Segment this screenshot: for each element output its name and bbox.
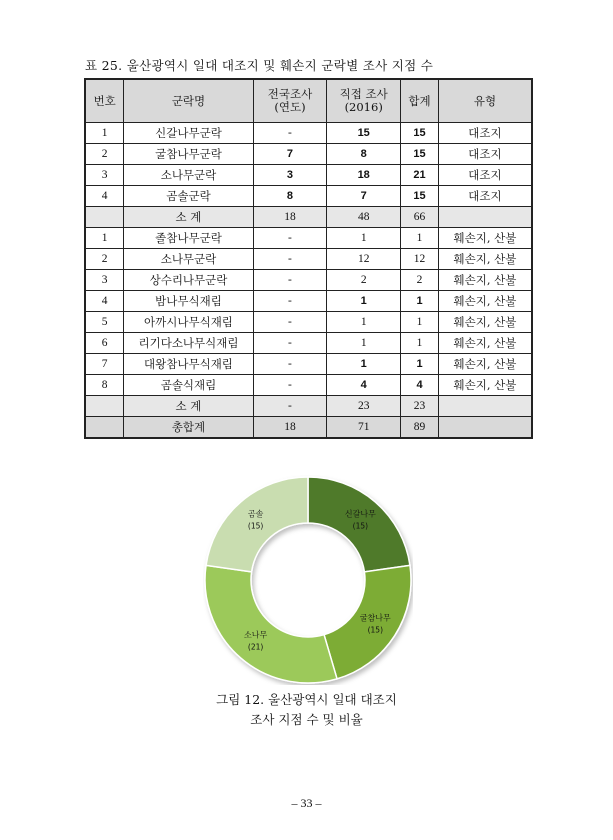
cell-sum: 1 xyxy=(401,312,439,333)
cell-no xyxy=(85,207,124,228)
total-row xyxy=(85,417,532,439)
cell-sum: 15 xyxy=(401,123,439,144)
cell-national: 7 xyxy=(253,144,327,165)
cell-national: - xyxy=(253,312,327,333)
cell-no xyxy=(85,417,124,439)
slice-value-label: (21) xyxy=(247,642,264,652)
cell-sum: 15 xyxy=(401,186,439,207)
cell-name: 총합계 xyxy=(124,417,253,439)
cell-direct: 1 xyxy=(327,354,401,375)
table-caption: 표 25. 울산광역시 일대 대조지 및 훼손지 군락별 조사 지점 수 xyxy=(85,58,434,73)
subtotal-row xyxy=(85,396,532,417)
header-direct-l2: (2016) xyxy=(344,100,383,114)
cell-no: 3 xyxy=(85,270,124,291)
cell-no: 4 xyxy=(85,186,124,207)
table-row xyxy=(85,312,532,333)
cell-no: 2 xyxy=(85,249,124,270)
cell-name: 굴참나무군락 xyxy=(124,144,253,165)
header-direct xyxy=(327,79,401,123)
cell-national: - xyxy=(253,396,327,417)
slice-label: 굴참나무 xyxy=(359,613,391,623)
cell-national: - xyxy=(253,375,327,396)
cell-type: 훼손지, 산불 xyxy=(438,270,532,291)
cell-sum: 89 xyxy=(401,417,439,439)
cell-name: 아까시나무식재림 xyxy=(124,312,253,333)
cell-no xyxy=(85,396,124,417)
cell-direct: 1 xyxy=(327,312,401,333)
table-row xyxy=(85,354,532,375)
cell-national: - xyxy=(253,333,327,354)
cell-national: - xyxy=(253,291,327,312)
slice-value-label: (15) xyxy=(367,625,384,635)
cell-name: 소나무군락 xyxy=(124,165,253,186)
cell-name: 곰솔식재림 xyxy=(124,375,253,396)
cell-type: 훼손지, 산불 xyxy=(438,375,532,396)
donut-chart-svg xyxy=(203,475,413,685)
cell-type: 훼손지, 산불 xyxy=(438,312,532,333)
cell-no: 1 xyxy=(85,123,124,144)
cell-no: 1 xyxy=(85,228,124,249)
cell-type: 훼손지, 산불 xyxy=(438,228,532,249)
header-direct-l1: 직접 조사 xyxy=(339,87,388,101)
cell-sum: 1 xyxy=(401,333,439,354)
table-row xyxy=(85,291,532,312)
donut-chart xyxy=(203,475,413,685)
slice-label: 신갈나무 xyxy=(344,509,376,519)
cell-name: 리기다소나무식재림 xyxy=(124,333,253,354)
cell-national: - xyxy=(253,123,327,144)
header-national-l1: 전국조사 xyxy=(267,87,313,101)
table-row xyxy=(85,249,532,270)
cell-no: 6 xyxy=(85,333,124,354)
cell-name: 졸참나무군락 xyxy=(124,228,253,249)
donut-slice xyxy=(205,565,337,683)
cell-name: 대왕참나무식재림 xyxy=(124,354,253,375)
cell-type xyxy=(438,207,532,228)
subtotal-row xyxy=(85,207,532,228)
cell-type: 대조지 xyxy=(438,123,532,144)
cell-type: 대조지 xyxy=(438,186,532,207)
header-national xyxy=(253,79,327,123)
cell-direct: 23 xyxy=(327,396,401,417)
header-sum: 합계 xyxy=(401,79,439,123)
cell-name: 신갈나무군락 xyxy=(124,123,253,144)
cell-direct: 12 xyxy=(327,249,401,270)
header-national-l2: (연도) xyxy=(274,100,306,114)
page-number: – 33 – xyxy=(291,796,322,810)
figure-caption-line1: 그림 12. 울산광역시 일대 대조지 xyxy=(216,692,397,707)
cell-no: 4 xyxy=(85,291,124,312)
slice-label: 곰솔 xyxy=(247,509,264,519)
cell-no: 3 xyxy=(85,165,124,186)
cell-type: 훼손지, 산불 xyxy=(438,249,532,270)
table-row xyxy=(85,123,532,144)
cell-national: - xyxy=(253,228,327,249)
table-row xyxy=(85,270,532,291)
cell-direct: 71 xyxy=(327,417,401,439)
cell-type: 대조지 xyxy=(438,144,532,165)
cell-direct: 1 xyxy=(327,228,401,249)
cell-direct: 48 xyxy=(327,207,401,228)
cell-no: 7 xyxy=(85,354,124,375)
cell-sum: 12 xyxy=(401,249,439,270)
cell-name: 소나무군락 xyxy=(124,249,253,270)
survey-table xyxy=(84,78,533,439)
cell-national: 8 xyxy=(253,186,327,207)
cell-type: 대조지 xyxy=(438,165,532,186)
cell-direct: 18 xyxy=(327,165,401,186)
cell-direct: 1 xyxy=(327,333,401,354)
cell-type xyxy=(438,417,532,439)
table-row xyxy=(85,165,532,186)
header-no: 번호 xyxy=(85,79,124,123)
cell-no: 2 xyxy=(85,144,124,165)
header-type: 유형 xyxy=(438,79,532,123)
cell-name: 곰솔군락 xyxy=(124,186,253,207)
cell-sum: 1 xyxy=(401,291,439,312)
cell-direct: 4 xyxy=(327,375,401,396)
cell-national: 18 xyxy=(253,207,327,228)
cell-sum: 66 xyxy=(401,207,439,228)
table-row xyxy=(85,186,532,207)
cell-national: - xyxy=(253,270,327,291)
slice-label: 소나무 xyxy=(244,630,268,640)
table-row xyxy=(85,144,532,165)
cell-direct: 7 xyxy=(327,186,401,207)
cell-sum: 4 xyxy=(401,375,439,396)
slice-value-label: (15) xyxy=(352,521,369,531)
cell-name: 상수리나무군락 xyxy=(124,270,253,291)
cell-type: 훼손지, 산불 xyxy=(438,333,532,354)
figure-caption-line2: 조사 지점 수 및 비율 xyxy=(250,712,363,727)
cell-national: - xyxy=(253,249,327,270)
cell-type xyxy=(438,396,532,417)
slice-value-label: (15) xyxy=(247,521,264,531)
cell-type: 훼손지, 산불 xyxy=(438,291,532,312)
table-header-row xyxy=(85,79,532,123)
cell-direct: 8 xyxy=(327,144,401,165)
cell-direct: 1 xyxy=(327,291,401,312)
table-row xyxy=(85,228,532,249)
cell-direct: 2 xyxy=(327,270,401,291)
cell-national: - xyxy=(253,354,327,375)
cell-sum: 1 xyxy=(401,228,439,249)
cell-no: 5 xyxy=(85,312,124,333)
cell-sum: 21 xyxy=(401,165,439,186)
cell-sum: 2 xyxy=(401,270,439,291)
table-row xyxy=(85,333,532,354)
cell-no: 8 xyxy=(85,375,124,396)
cell-national: 3 xyxy=(253,165,327,186)
cell-name: 소 계 xyxy=(124,396,253,417)
cell-sum: 15 xyxy=(401,144,439,165)
cell-name: 소 계 xyxy=(124,207,253,228)
header-name: 군락명 xyxy=(124,79,253,123)
table-row xyxy=(85,375,532,396)
cell-national: 18 xyxy=(253,417,327,439)
cell-sum: 1 xyxy=(401,354,439,375)
cell-direct: 15 xyxy=(327,123,401,144)
cell-sum: 23 xyxy=(401,396,439,417)
cell-type: 훼손지, 산불 xyxy=(438,354,532,375)
cell-name: 밤나무식재림 xyxy=(124,291,253,312)
